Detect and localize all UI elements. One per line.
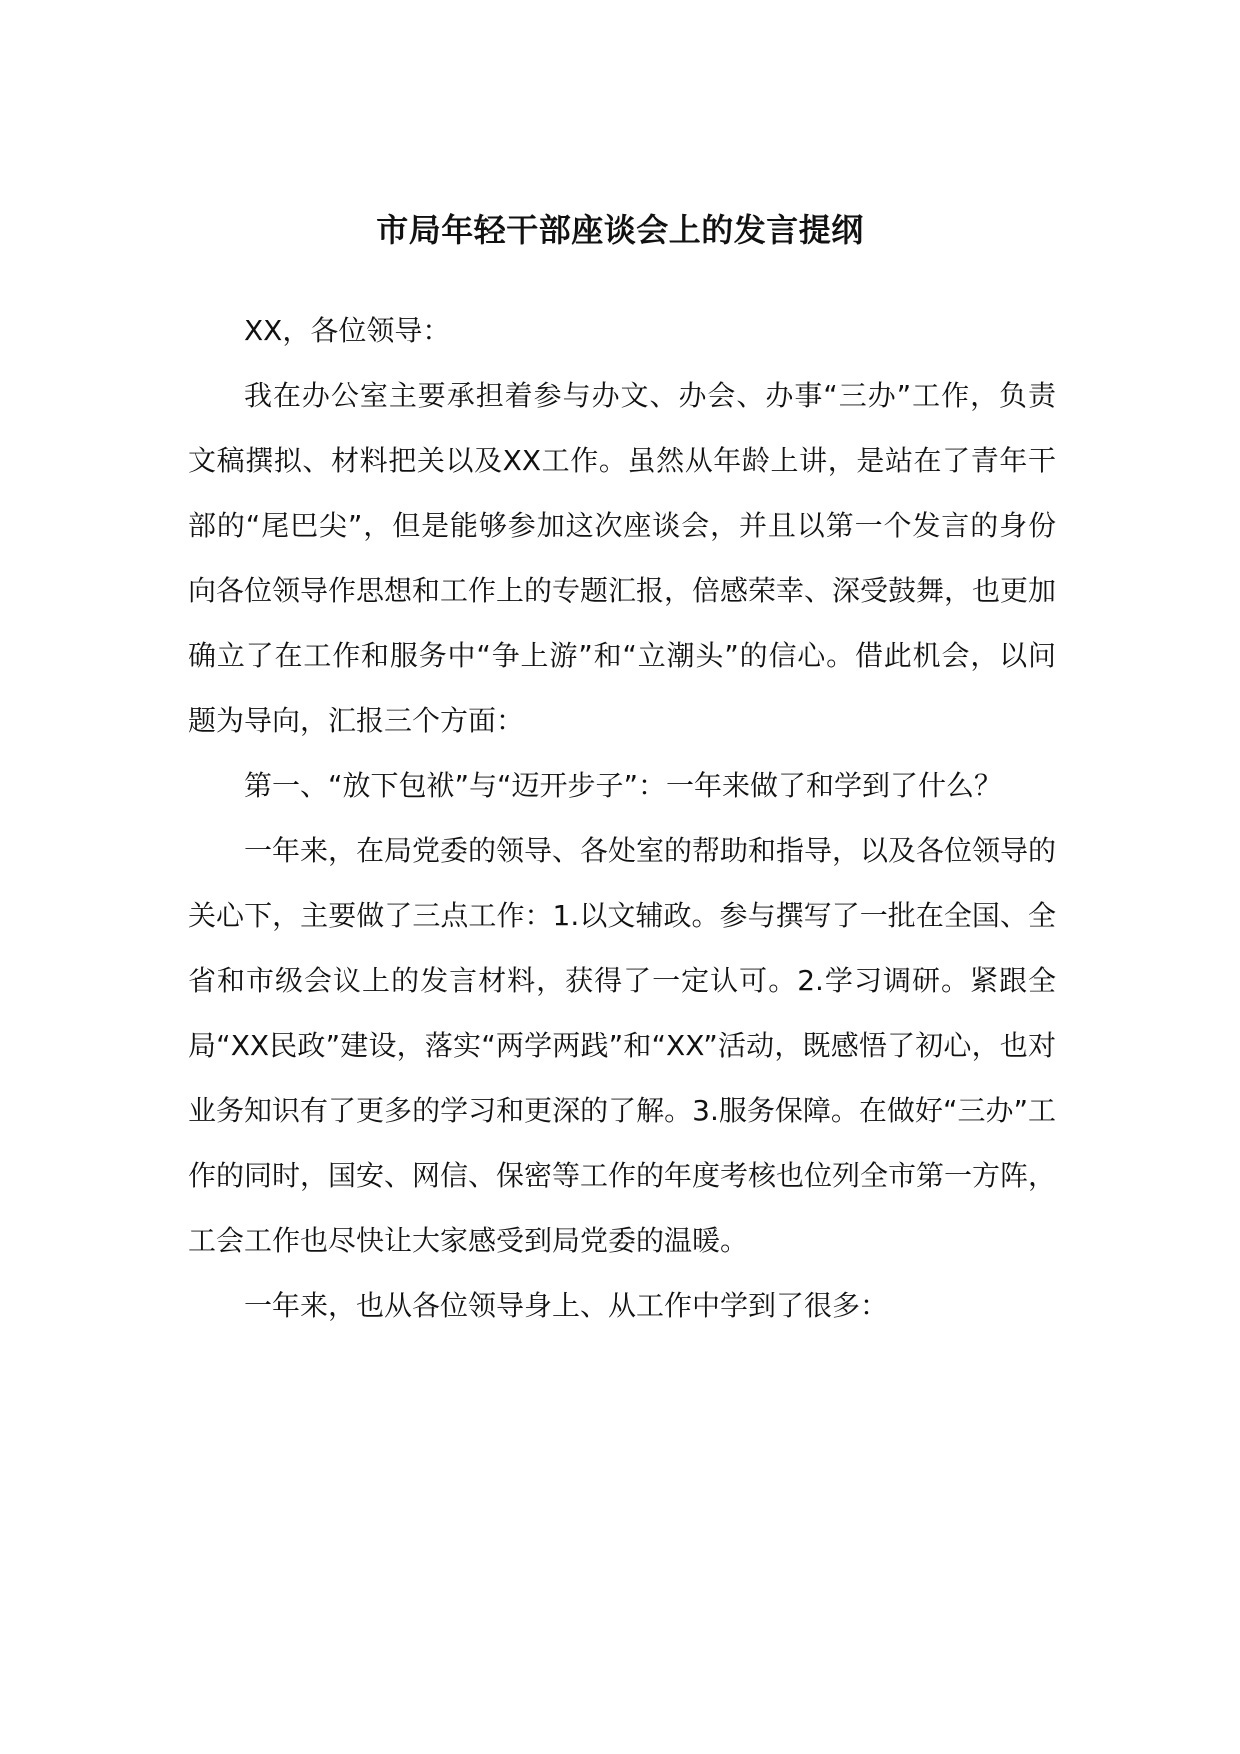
- section-heading-paragraph: 第一、“放下包袱”与“迈开步子”：一年来做了和学到了什么？: [244, 769, 1003, 802]
- salutation-paragraph: XX，各位领导：: [244, 314, 451, 347]
- document-body: [188, 298, 1056, 1338]
- work-summary-paragraph: 一年来，在局党委的领导、各处室的帮助和指导，以及各位领导的关心下，主要做了三点工作：1.以文辅政。参与撰写了一批在全国、全省和市级会议上的发言材料，获得了一定认可。2.学习调研。紧跟全局“XX民政”建设，落实“两学两践”和“XX”活动，既感悟了初心，也对业务知识有了更多的学习和更深的了解。3.服务保障。在做好“三办”工作的同时，国安、网信、保密等工作的年度考核也位列全市第一方阵，工会工作也尽快让大家感受到局党委的温暖。: [188, 834, 1057, 1257]
- intro-paragraph: 我在办公室主要承担着参与办文、办会、办事“三办”工作，负责文稿撰拟、材料把关以及XX工作。虽然从年龄上讲，是站在了青年干部的“尾巴尖”，但是能够参加这次座谈会，并且以第一个发言的身份向各位领导作思想和工作上的专题汇报，倍感荣幸、深受鼓舞，也更加确立了在工作和服务中“争上游”和“立潮头”的信心。借此机会，以问题为导向，汇报三个方面：: [188, 379, 1057, 737]
- document-title: 市局年轻干部座谈会上的发言提纲: [376, 211, 864, 249]
- learning-paragraph: 一年来，也从各位领导身上、从工作中学到了很多：: [244, 1289, 889, 1322]
